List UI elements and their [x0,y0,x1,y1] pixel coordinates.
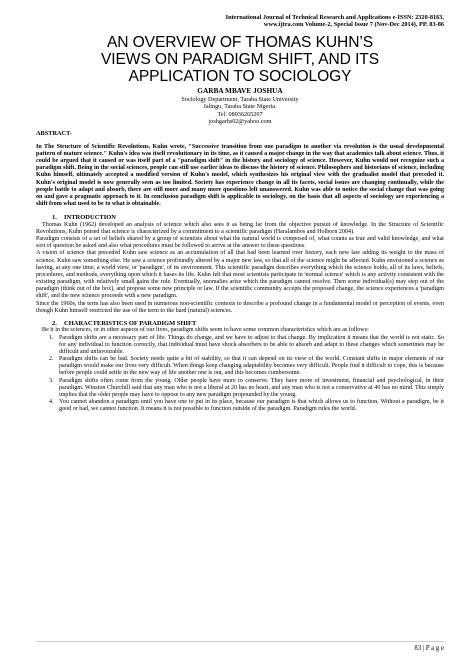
title-line-1: AN OVERVIEW OF THOMAS KUHN’S [106,33,374,51]
journal-line-1: International Journal of Technical Research and Applications e-ISSN: 2320-8163, [225,14,444,21]
author-tel: Tel: 08036265207 [217,110,263,118]
intro-paragraph: Since the 1960s, the term has also been used in numerous non-scientific contexts to describe a profound change in a fundamental model or perception of events, even though Kuhn himself restricted the use of the term to the hard (natural) sciences. [36,300,444,314]
section-number: 1. [52,214,57,222]
list-marker: 4. [49,399,54,406]
footer-divider [36,641,444,642]
list-item-text: Paradigm shifts often come from the young. Older people have more to conserve. They have more of investment, financial and psychological, in their paradigm. Winston Churchill said that any man who is not a liberal at 20 has no heart, and any man who is not a conservative at 40 has no mind. This simply implies that the older people may have to oppose to any new paradigm propounded by the young. [59,377,444,398]
intro-paragraph: A vision of science that preceded Kuhn saw science as an accumulation of all that had been learned over history, each new law adding its weight to the mass of science. Kuhn saw something else. He saw a science profoundly altered by a major new law, so that all of the science might be affected. Kuhn envisioned a science as having, at any one time, a world view, or 'paradigm', of its environment. This scientific paradigm describes everything which the science holds, all of its laws, beliefs, procedures, and methods, everything upon which it bases its life. Kuhn felt that most scientists participate in 'normal science' which is any activity consistent with the existing paradigm, with relatively small gains the rule. Eventually, anomalies arise which the paradigm cannot resolve. Then some individual(s) may step out of the paradigm (think out of the box), and propose some new principle or law. If the scientific community accepts the proposed change, the science experiences a 'paradigm shift', and the new science proceeds with a new paradigm. [36,250,444,300]
list-item [36,378,444,399]
list-item-text: Paradigm shifts are a necessary part of life. Things do change, and we have to adjust to that change. By implication it means that the world is not static. So for any individual to function correctly, that individual must have shock absorbers to be able to absorb and adapt to these changes which sometimes may be difficult and unfavourable. [59,334,444,355]
list-item [36,399,444,413]
section-number: 2. [52,319,57,327]
abstract-text: In The Structure of Scientific Revolutions, Kuhn wrote, "Successive transition from one paradigm to another via revolution is the usual developmental pattern of mature science." Kuhn's idea was itself revolutionary in its time, as it caused a major change in the way that academics talk about science. Thus, it could be argued that it caused or was itself part of a "paradigm shift" in the history and sociology of science. However, Kuhn would not recognize such a paradigm shift. Being in the social sciences, people can still use earlier ideas to discuss the history of science. Philosophers and historians of science, including Kuhn himself, ultimately accepted a modified version of Kuhn's model, which synthesizes his original view with the gradualist model that preceded it. Kuhn's original model is now generally seen as too limited. Society has experience change in all its facets, social issues are changing continually, while the people battle to adapt and absorb, there are still more and many more questions left unanswered. Kuhn was able to notice the social change that was going on and gave a pragmatic approach to it. In conclusion paradigm shift is applicable to sociology, on the basis that all aspects of sociology are experiencing a shift from what used to be to what is obtainable. [36,143,444,207]
list-item [36,335,444,356]
list-item-text: You cannot abandon a paradigm until you have one to put in its place, because our paradigm is that which allows us to function. Without a paradigm, be it good or bad, we cannot function. It means it is not possible to function outside of the paradigm. Paradigm rules the world. [59,399,444,413]
journal-header [36,14,444,29]
section-title: INTRODUCTION [64,214,117,222]
journal-line-2: www.ijtra.com Volume-2, Special Issue 7 (Nov-Dec 2014), PP. 83-86 [263,21,444,29]
list-item-text: Paradigm shifts can be bad. Society needs quite a bit of stability, so that it can depend on its view of the world. Constant shifts in major elements of our paradigm would make our lives very difficult. When things keep changing adaptability becomes very difficult. People find it difficult to cope, this is because before people could settle in the new way of life another one is out, and this becomes cumbersome. [59,356,444,377]
intro-paragraph: Thomas Kuhn (1962) developed an analysis of science which also sees it as being far from the objective pursuit of knowledge. In the Structure of Scientific Revolutions, Kuhn poised that science is characterized by a commitment to a scientific paradigm (Haralambos and Holborn 2004). [36,221,444,235]
title-line-2: VIEWS ON PARADIGM SHIFT, AND ITS [100,51,380,69]
characteristics-intro: Be it in the sciences, or in other aspects of our lives, paradigm shifts seem to have some common characteristics which are as follows: [42,327,369,334]
author-department: Sociology Department, Taraba State University [181,95,299,103]
paper-title [36,34,444,86]
abstract-heading: ABSTRACT- [36,130,72,138]
section-title: CHARACTERISTICS OF PARADIGM SHIFT [64,319,197,327]
author-email: joshgarbs02@yahoo.com [208,117,272,125]
characteristics-list [36,335,444,414]
author-name: GARBA MBAVE JOSHUA [197,86,283,96]
intro-paragraph: Paradigm consists of a set of beliefs shared by a group of scientists about what the natural world is composed of, what counts as true and valid knowledge, and what sort of question be asked and also what procedures must be followed to arrive at the answer to these questions. [36,236,444,250]
list-marker: 3. [49,377,54,384]
title-line-3: APPLICATION TO SOCIOLOGY [128,68,352,86]
page-number: 83 | P a g e [414,645,444,652]
author-city: Jalingo, Taraba State Nigeria. [203,103,277,111]
author-affiliation [36,96,444,126]
section-heading-introduction [36,214,444,222]
list-item [36,356,444,377]
list-marker: 1. [49,334,54,341]
list-marker: 2. [49,356,54,363]
paper-page [36,14,444,413]
